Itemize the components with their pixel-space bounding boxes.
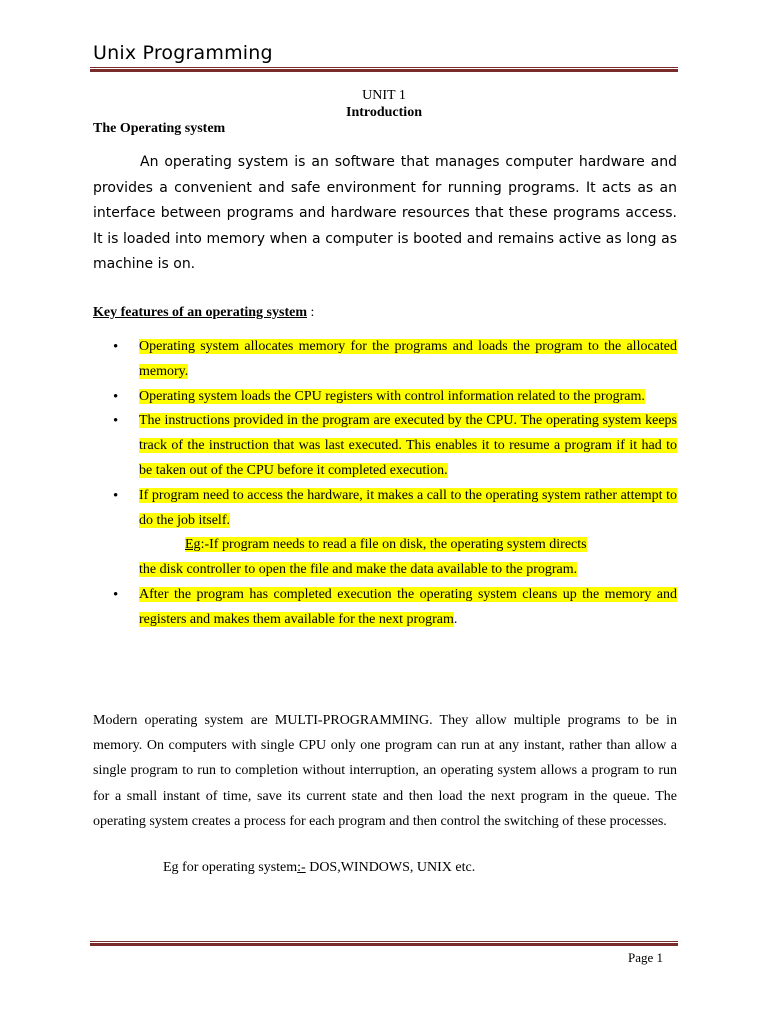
example-line-2 [93,558,677,583]
list-item-text: The instructions provided in the program are executed by the CPU. The operating system keeps track of the instruction that was last executed. This enables it to resume a program if it had to be taken out of the CPU before it completed execution. [139,413,677,478]
os-examples-list: DOS,WINDOWS, UNIX etc. [305,860,476,875]
list-item [93,583,677,633]
list-item-text: Operating system loads the CPU registers with control information related to the program. [139,388,645,404]
list-item-text: If program need to access the hardware, it makes a call to the operating system rather attempt to do the job itself. [139,487,677,528]
os-examples [163,860,475,876]
unit-label: UNIT 1 [362,88,406,103]
intro-paragraph: An operating system is an software that manages computer hardware and provides a convenient and safe environment for running programs. It acts as an interface between programs and hardware resources that these programs access. It is loaded into memory when a computer is booted and remains active as long as machine is on. [93,154,677,273]
example-line-1 [93,533,677,558]
bullet-icon: • [113,388,119,405]
header-title: Unix Programming [93,42,273,64]
list-item-text: Operating system allocates memory for the programs and loads the program to the allocated memory. [139,339,677,379]
bullet-icon: • [113,586,119,603]
os-examples-prefix: Eg for operating system [163,860,298,875]
os-examples-sep: :- [297,860,306,875]
list-item-text: After the program has completed execution the operating system cleans up the memory and registers and makes them available for the next program [139,586,677,627]
bullet-icon: • [113,339,119,355]
multiprogramming-paragraph: Modern operating system are MULTI-PROGRAMMING. They allow multiple programs to be in memory. On computers with single CPU only one program can run at any instant, rather than allow a single program to run to completion without interruption, an operating system allows a program to run for a small instant of time, save its current state and then load the next program in the queue. The operating system creates a process for each program and then control the switching of these processes. [93,713,677,829]
list-item-end: . [453,611,458,627]
page-number: Page 1 [628,950,664,965]
example-label: Eg [185,537,201,553]
section-title: The Operating system [93,121,226,136]
list-item [93,385,677,410]
example-text-2: the disk controller to open the file and make the data available to the program. [139,562,578,578]
list-item [93,335,677,385]
header-rule [90,67,678,72]
list-item [93,409,677,483]
key-features-title: Key features of an operating system [93,305,307,320]
introduction-heading: Introduction [346,105,422,120]
key-features-list [93,335,677,633]
example-text-1: :-If program needs to read a file on disk, the operating system directs [200,537,587,553]
key-features-suffix: : [307,305,315,320]
bullet-icon: • [113,487,119,504]
list-item [93,484,677,534]
footer-rule [90,941,678,946]
bullet-icon: • [113,413,119,430]
key-features-heading [93,305,314,321]
